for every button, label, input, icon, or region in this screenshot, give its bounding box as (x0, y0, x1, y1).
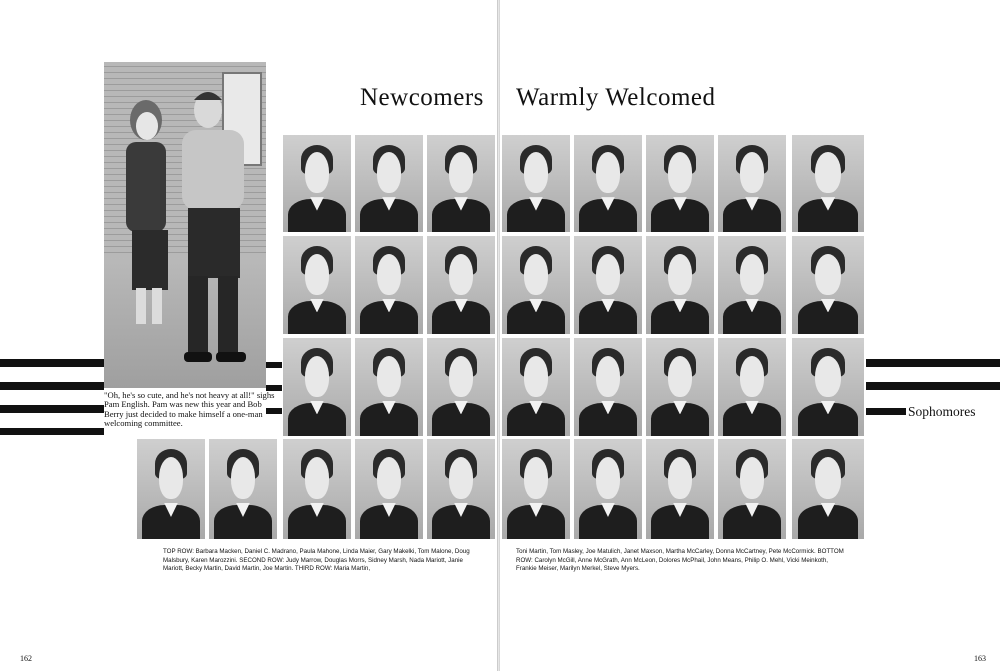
portrait (355, 236, 423, 334)
title-left: Newcomers (360, 84, 484, 111)
portrait (646, 236, 714, 334)
names-right: Toni Martin, Tom Masley, Joe Matulich, Janet Maxson, Martha McCarley, Donna McCartney, Pete McCormick. BOTTOM ROW: Carolyn McGill, Anne McGrath, Ann McLeon, Dolores McPhail, John Means, Philip O. Mehl, Vicki Meinkoth, Frankie Meiser, Marilyn Merkel, Steve Myers. (516, 548, 844, 573)
portrait (502, 135, 570, 232)
section-label: Sophomores (908, 404, 976, 419)
portrait (792, 338, 864, 436)
candid-photo (104, 62, 266, 388)
portrait (427, 135, 495, 232)
stripe-left-4 (0, 428, 104, 435)
portrait (502, 338, 570, 436)
portrait (792, 439, 864, 539)
portrait (427, 439, 495, 539)
portrait (574, 135, 642, 232)
portrait (646, 135, 714, 232)
portrait (355, 439, 423, 539)
portrait (209, 439, 277, 539)
portrait (427, 338, 495, 436)
portrait (283, 338, 351, 436)
photo-caption: "Oh, he's so cute, and he's not heavy at all!" sighs Pam English. Pam was new this year and Bob Berry just decided to make himself a one-man welcoming committee. (104, 390, 275, 429)
page-number-left: 162 (20, 654, 32, 663)
portrait (646, 439, 714, 539)
portrait (718, 439, 786, 539)
stripe-right-2 (866, 382, 1000, 390)
book-spine (497, 0, 500, 671)
portrait (574, 236, 642, 334)
stripe-left-3 (0, 405, 104, 413)
portrait (502, 236, 570, 334)
stripe-mid-1 (266, 362, 282, 368)
portrait (502, 439, 570, 539)
portrait (574, 338, 642, 436)
portrait (283, 439, 351, 539)
portrait (355, 135, 423, 232)
portrait (718, 135, 786, 232)
portrait (137, 439, 205, 539)
title-right: Warmly Welcomed (516, 84, 716, 111)
portrait (283, 135, 351, 232)
portrait (792, 135, 864, 232)
portrait (283, 236, 351, 334)
portrait (718, 338, 786, 436)
portrait (646, 338, 714, 436)
stripe-left-1 (0, 359, 104, 367)
portrait (427, 236, 495, 334)
portrait (792, 236, 864, 334)
stripe-right-1 (866, 359, 1000, 367)
portrait (718, 236, 786, 334)
portrait (355, 338, 423, 436)
page-number-right: 163 (974, 654, 986, 663)
names-left: TOP ROW: Barbara Macken, Daniel C. Madrano, Paula Mahone, Linda Maier, Gary Makelki, Tom Malone, Doug Malsbury, Karen Marozzini. SECOND ROW: Judy Marrow, Douglas Morrs, Sidney Marsh, Nada Mariott, Janie Mariott, Becky Martin, David Martin, Joe Martin. THIRD ROW: Maria Martin, (163, 548, 470, 573)
stripe-left-2 (0, 382, 104, 390)
portrait (574, 439, 642, 539)
stripe-right-3 (866, 408, 906, 415)
